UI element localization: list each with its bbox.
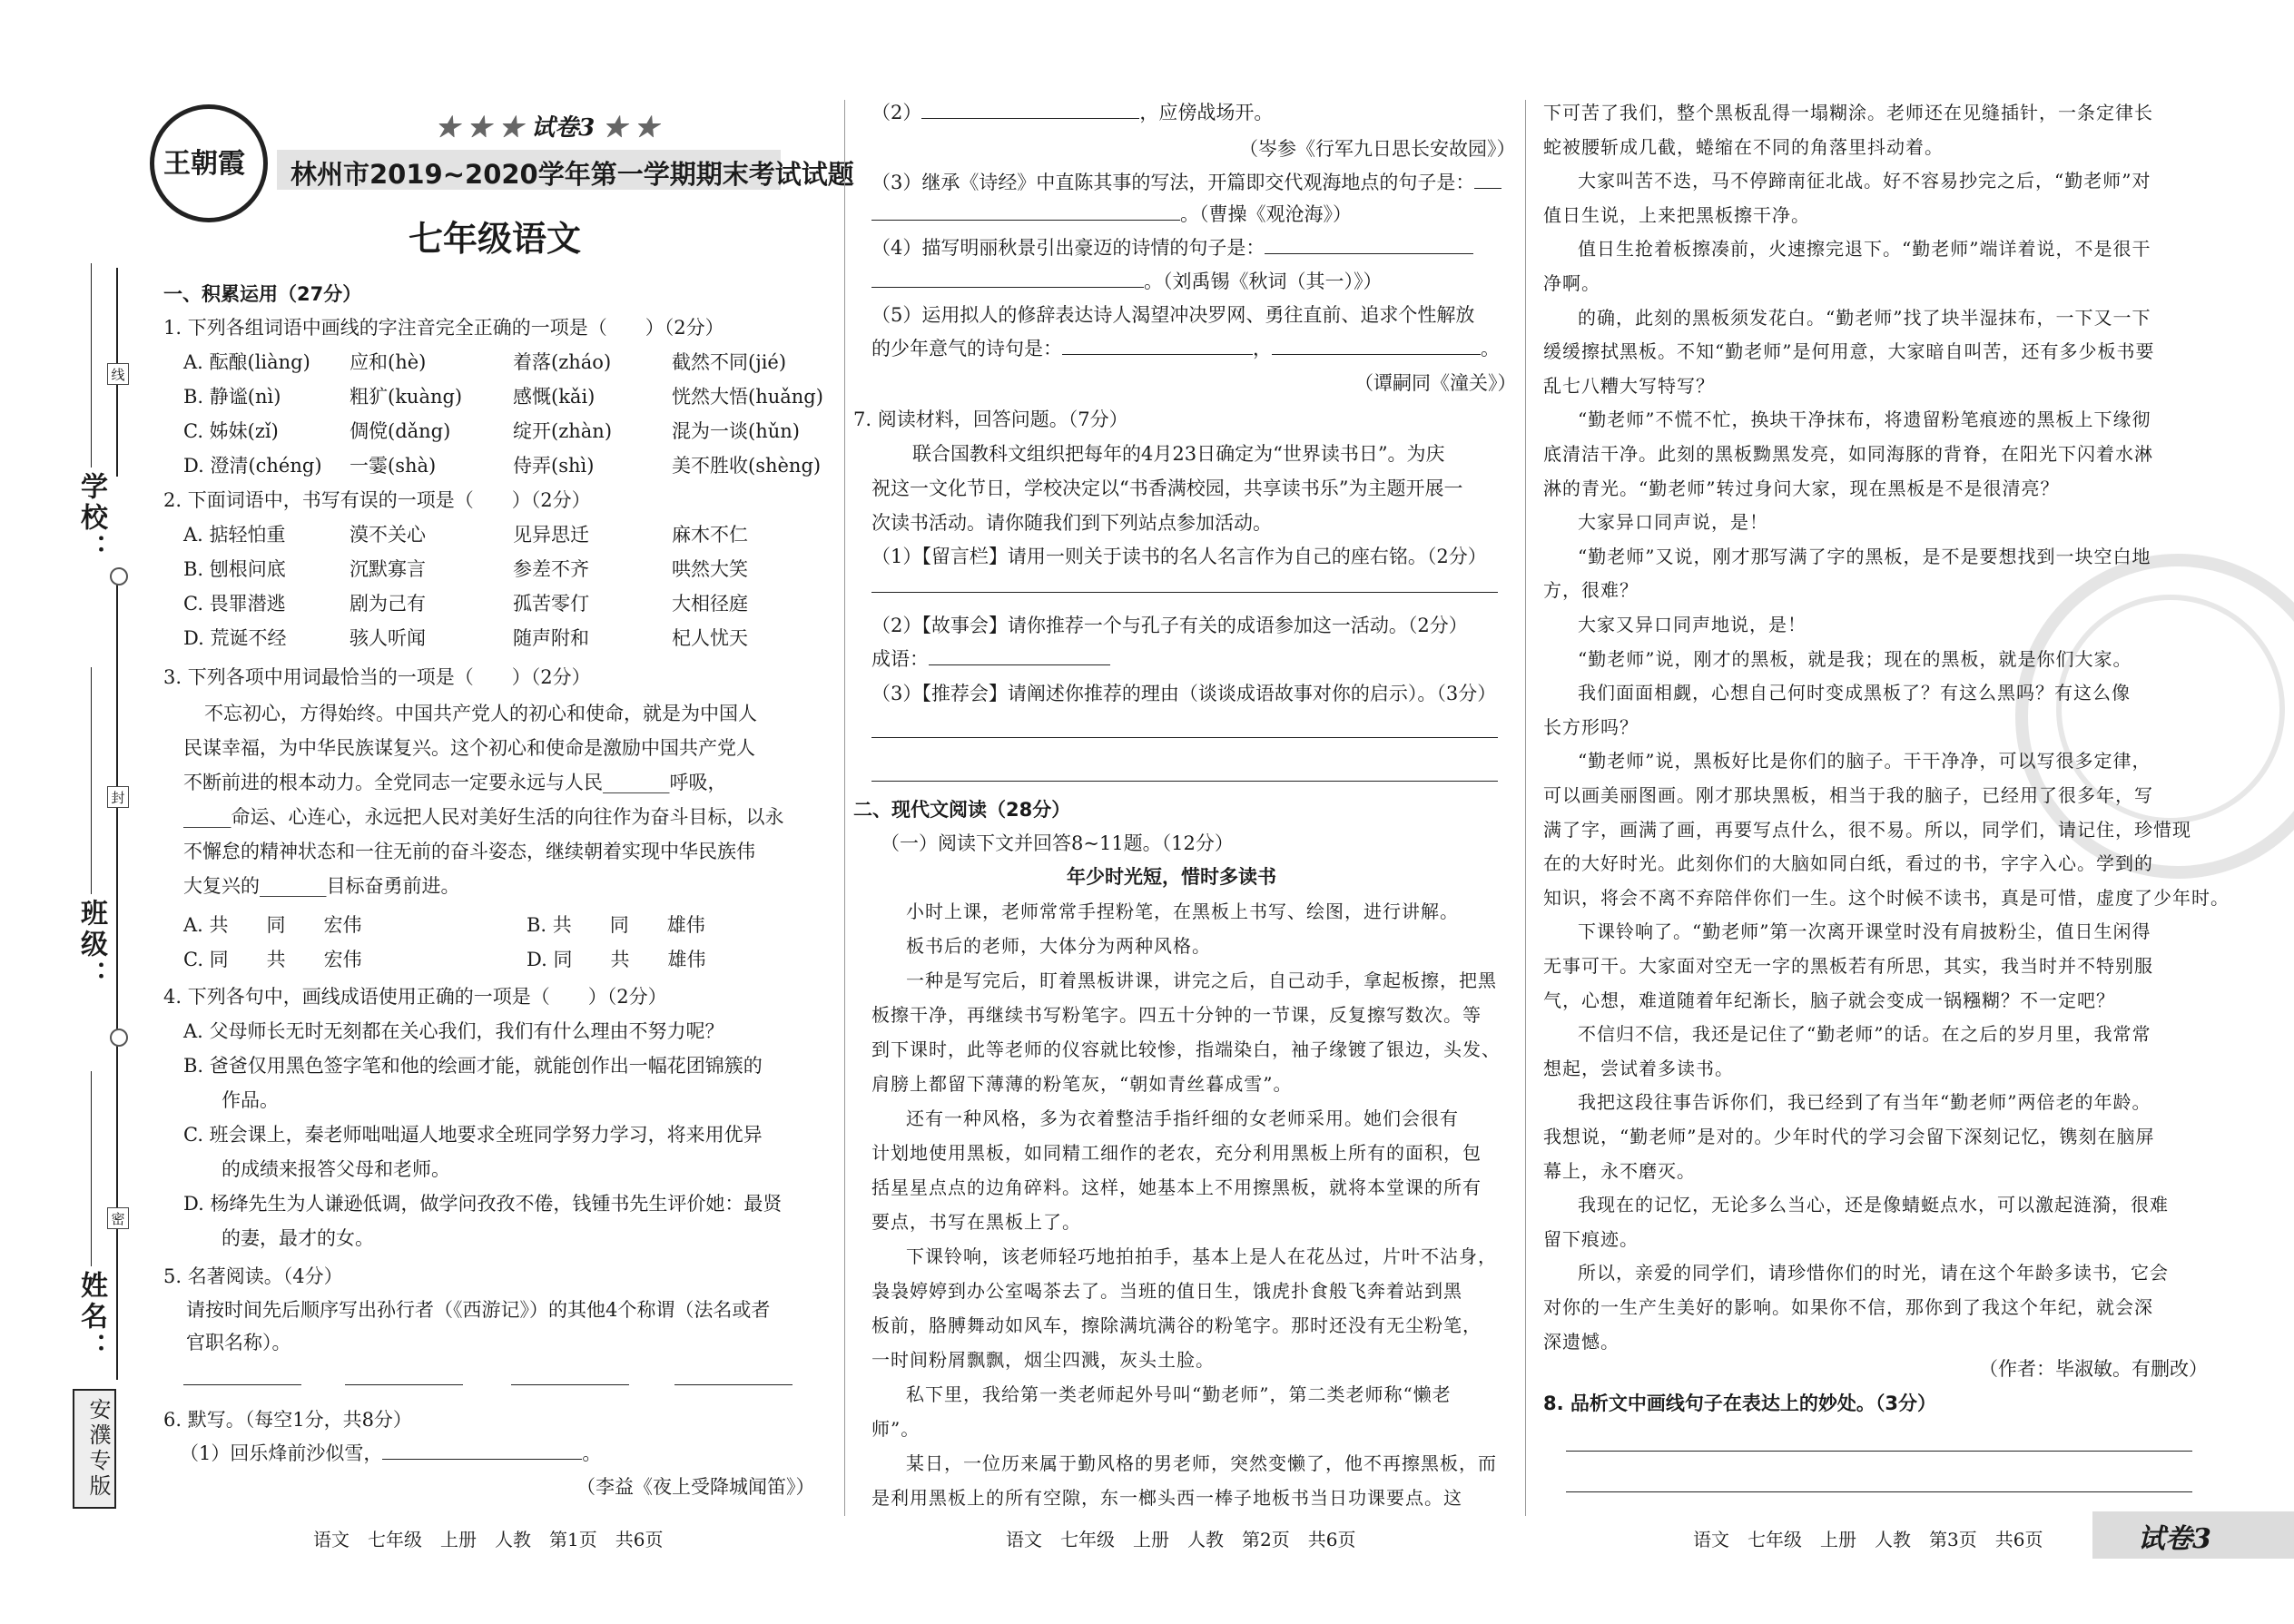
option-cell: A. 共 同 宏伟 (183, 914, 362, 936)
option-cell: 沉默寡言 (350, 558, 426, 580)
q5-stem: 5. 名著阅读。（4分） (163, 1265, 343, 1287)
article-line: 一时间粉屑飘飘，烟尘四溅，灰头土脸。 (871, 1349, 1215, 1371)
option-line: 的成绩来报答父母和老师。 (183, 1158, 450, 1180)
seal-mark-line: 线 (107, 363, 129, 385)
edition-label: 安濮专版 (73, 1389, 116, 1509)
option-cell: C. 姊妹(zǐ) (183, 420, 279, 442)
paper-tag: ★ ★ ★ 试卷3 ★ ★ (436, 114, 659, 142)
school-label: 学校： (75, 472, 107, 565)
option-cell: 美不胜收(shèng) (672, 455, 822, 477)
article-line: 值日生抢着板擦凑前，火速擦完退下。“勤老师”端详着说，不是很干 (1578, 238, 2151, 261)
option-cell: 着落(zháo) (513, 351, 612, 373)
article-line: 下可苦了我们，整个黑板乱得一塌糊涂。老师还在见缝插针，一条定律长 (1543, 102, 2153, 123)
q7-2-answer: 成语： (871, 645, 1110, 672)
q3-stem: 3. 下列各项中用词最恰当的一项是（ ）（2分） (163, 666, 591, 688)
option-cell: 混为一谈(hǔn) (672, 420, 800, 442)
exam-title: 林州市2019~2020学年第一学期期末考试试题 (290, 159, 854, 190)
material-line: 次读书活动。请你随我们到下列站点参加活动。 (871, 512, 1272, 534)
q6-1-source: （李益《夜上受降城闻笛》） (576, 1476, 815, 1498)
q5-instruction: 请按时间先后顺序写出孙行者（《西游记》）的其他4个称谓（法名或者 (186, 1299, 771, 1321)
q6-2: （2） ，应傍战场开。 (871, 102, 1274, 123)
article-line: 某日，一位历来属于勤风格的男老师，突然变懒了，他不再擦黑板，而 (906, 1452, 1497, 1474)
article-line: “勤老师”又说，刚才那写满了字的黑板，是不是要想找到一块空白地 (1578, 545, 2151, 567)
article-line: 计划地使用黑板，如同精工细作的老农，充分利用黑板上所有的面积，包 (871, 1142, 1482, 1164)
article-line: 我们面面相觑，心想自己何时变成黑板了？有这么黑吗？有这么像 (1578, 682, 2131, 704)
article-line: 值日生说，上来把黑板擦干净。 (1543, 203, 1810, 226)
seal-mark-secret: 密 (107, 1207, 129, 1229)
option-cell: D. 澄清(chéng) (183, 455, 322, 477)
option-cell: 随声附和 (513, 627, 589, 649)
article-line: 满了字，画满了画，再要写点什么，很不易。所以，同学们，请记住，珍惜现 (1543, 818, 2191, 841)
page-footer-3: 语文 七年级 上册 人教 第3页 共6页 (1693, 1529, 2043, 1550)
article-line: 大家又异口同声地说，是！ (1578, 614, 1807, 635)
option-line: 的妻，最才的女。 (183, 1227, 374, 1249)
option-line: B. 爸爸仅用黑色签字笔和他的绘画才能，就能创作出一幅花团锦簇的 (183, 1055, 763, 1077)
article-line: 是利用黑板上的所有空隙，东一榔头西一棒子地板书当日功课要点。这 (871, 1487, 1462, 1509)
option-line: C. 班会课上，秦老师咄咄逼人地要求全班同学努力学习，将来用优异 (183, 1124, 763, 1146)
option-line: A. 父母师长无时无刻都在关心我们，我们有什么理由不努力呢？ (183, 1020, 724, 1042)
option-cell: 感慨(kǎi) (513, 386, 596, 408)
q7-2: （2）【故事会】请你推荐一个与孔子有关的成语参加这一活动。（2分） (871, 615, 1468, 636)
q6-3-line2: 。（曹操《观沧海》） (871, 200, 1352, 227)
publisher-logo-text: 王朝霞 (163, 148, 245, 180)
option-cell: 大相径庭 (672, 593, 748, 615)
article-line: 肩膀上都留下薄薄的粉笔灰，“朝如青丝暮成雪”。 (871, 1073, 1293, 1095)
article-line: 我想说，“勤老师”是对的。少年时代的学习会留下深刻记忆，镌刻在脑屏 (1543, 1126, 2155, 1147)
class-blank[interactable] (91, 667, 92, 894)
q5-instruction-cont: 官职名称）。 (186, 1332, 291, 1353)
q5-answer-blank[interactable] (511, 1384, 629, 1385)
option-cell: 倜傥(dǎng) (350, 420, 451, 442)
material-line: 联合国教科文组织把每年的4月23日确定为“世界读书日”。为庆 (912, 443, 1445, 465)
subject-title: 七年级语文 (409, 218, 582, 259)
q6-5-source: （谭嗣同《潼关》） (1354, 372, 1517, 394)
article-line: 板书后的老师，大体分为两种风格。 (906, 935, 1211, 957)
passage-line: 不忘初心，方得始终。中国共产党人的初心和使命，就是为中国人 (204, 703, 757, 724)
article-line: 私下里，我给第一类老师起外号叫“勤老师”，第二类老师称“懒老 (906, 1383, 1452, 1405)
column-divider (844, 100, 845, 1516)
option-line: D. 杨绛先生为人谦逊低调，做学问孜孜不倦，钱锺书先生评价她：最贤 (183, 1193, 783, 1215)
q6-1-blank[interactable] (382, 1459, 582, 1460)
passage-line: 民谋幸福，为中华民族谋复兴。这个初心和使命是激励中国共产党人 (183, 737, 755, 759)
article-line: 不信归不信，我还是记住了“勤老师”的话。在之后的岁月里，我常常 (1578, 1023, 2151, 1046)
article-line: 深遗憾。 (1543, 1330, 1620, 1353)
article-line: 我把这段往事告诉你们，我已经到了有当年“勤老师”两倍老的年龄。 (1578, 1091, 2151, 1114)
article-line: 长方形吗？ (1543, 715, 1639, 738)
article-line: 下课铃响，该老师轻巧地拍拍手，基本上是人在花丛过，片叶不沾身， (906, 1245, 1497, 1267)
subsection-1-heading: （一）阅读下文并回答8~11题。（12分） (881, 832, 1234, 854)
article-line: 蛇被腰斩成几截，蜷缩在不同的角落里抖动着。 (1543, 135, 1944, 158)
article-author: （作者：毕淑敏。有删改） (1979, 1358, 2208, 1380)
q6-3-blank[interactable] (871, 220, 1180, 221)
q4-stem: 4. 下列各句中，画线成语使用正确的一项是（ ）（2分） (163, 986, 667, 1008)
section-1-heading: 一、积累运用（27分） (163, 283, 362, 305)
article-line: 还有一种风格，多为衣着整洁手指纤细的女老师采用。她们会很有 (906, 1107, 1459, 1129)
article-line: 的确，此刻的黑板须发花白。“勤老师”找了块半湿抹布，一下又一下 (1578, 306, 2151, 329)
option-cell: 绽开(zhàn) (513, 420, 613, 442)
article-line: 括星星点点的边角碎料。这样，她基本上不用擦黑板，就将本堂课的所有 (871, 1176, 1482, 1198)
q5-answer-blank[interactable] (183, 1384, 301, 1385)
option-cell: A. 酝酿(liàng) (183, 351, 310, 373)
option-cell: D. 同 共 雄伟 (527, 949, 706, 970)
section-2-heading: 二、现代文阅读（28分） (853, 799, 1071, 821)
q7-1: （1）【留言栏】请用一则关于读书的名人名言作为自己的座右铭。（2分） (871, 546, 1487, 567)
q7-3: （3）【推荐会】请阐述你推荐的理由（谈谈成语故事对你的启示）。（3分） (871, 683, 1497, 704)
article-line: 底清洁干净。此刻的黑板黝黑发亮，如同海豚的背脊，在阳光下闪着水淋 (1543, 443, 2153, 465)
article-line: 在的大好时光。此刻你们的大脑如同白纸，看过的书，字字入心。学到的 (1543, 852, 2153, 875)
q6-stem: 6. 默写。（每空1分，共8分） (163, 1409, 412, 1431)
passage-line: 不断前进的根本动力。全党同志一定要永远与人民_______呼吸， (183, 772, 727, 793)
article-line: 淋的青光。“勤老师”转过身问大家，现在黑板是不是很清亮？ (1543, 477, 2060, 499)
corner-paper-tag: 试卷3 (2138, 1523, 2211, 1555)
option-cell: 孤苦零仃 (513, 593, 589, 615)
option-cell: D. 荒诞不经 (183, 627, 287, 649)
article-line: 气，心想，难道随着年纪渐长，脑子就会变成一锅糨糊？不一定吧？ (1543, 989, 2115, 1011)
option-cell: 应和(hè) (350, 351, 427, 373)
option-cell: B. 共 同 雄伟 (527, 914, 705, 936)
name-label: 姓名： (75, 1271, 107, 1363)
article-line: “勤老师”不慌不忙，换块干净抹布，将遗留粉笔痕迹的黑板上下缘彻 (1578, 408, 2151, 431)
option-cell: 参差不齐 (513, 558, 589, 580)
q7-1-answer-line[interactable] (871, 592, 1498, 593)
option-cell: C. 同 共 宏伟 (183, 949, 362, 970)
q5-answer-blank[interactable] (345, 1384, 463, 1385)
article-line: 知识，将会不离不弃陪伴你们一生。这个时候不读书，真是可惜，虚度了少年时。 (1543, 886, 2230, 909)
q6-5-blank[interactable] (1062, 354, 1253, 355)
article-line: “勤老师”说，刚才的黑板，就是我；现在的黑板，就是你们大家。 (1578, 647, 2132, 670)
class-label: 班级： (75, 899, 107, 991)
passage-line: 大复兴的_______目标奋勇前进。 (183, 875, 460, 897)
q7-3-answer-line[interactable] (871, 737, 1498, 738)
q1-stem: 1. 下列各组词语中画线的字注音完全正确的一项是（ ）（2分） (163, 317, 724, 339)
page-footer-1: 语文 七年级 上册 人教 第1页 共6页 (313, 1529, 664, 1550)
option-cell: 一霎(shà) (350, 455, 437, 477)
q6-5: （5）运用拟人的修辞表达诗人渴望冲决罗网、勇往直前、追求个性解放 (871, 304, 1475, 326)
passage-line: 不懈怠的精神状态和一往无前的奋斗姿态，继续朝着实现中华民族伟 (183, 841, 755, 862)
q6-4-blank[interactable] (871, 287, 1144, 288)
option-cell: B. 静谧(nì) (183, 386, 281, 408)
school-blank[interactable] (91, 263, 92, 468)
option-cell: 侍弄(shì) (513, 455, 595, 477)
article-line: 方，很难？ (1543, 579, 1639, 602)
q6-5-blank[interactable] (1272, 354, 1481, 355)
q6-2-blank[interactable] (921, 118, 1139, 119)
article-line: 想起，尝试着多读书。 (1543, 1057, 1734, 1079)
option-cell: A. 掂轻怕重 (183, 524, 286, 546)
q6-3: （3）继承《诗经》中直陈其事的写法，开篇即交代观海地点的句子是： (871, 168, 1501, 195)
option-cell: 见异思迁 (513, 524, 589, 546)
q6-1: （1）回乐烽前沙似雪， 。 (180, 1442, 602, 1464)
option-cell: C. 畏罪潜逃 (183, 593, 286, 615)
q7-stem: 7. 阅读材料，回答问题。（7分） (853, 408, 1128, 430)
option-line: 作品。 (183, 1089, 279, 1111)
q8-answer-line[interactable] (1566, 1491, 2192, 1492)
q6-2-source: （岑参《行军九日思长安故园》） (1239, 138, 1516, 160)
article-line: 留下痕迹。 (1543, 1227, 1639, 1250)
option-cell: 恍然大悟(huǎng) (672, 386, 823, 408)
q6-3-blank[interactable] (1474, 188, 1501, 189)
q8-answer-line[interactable] (1566, 1451, 2192, 1452)
q8-stem: 8. 品析文中画线句子在表达上的妙处。（3分） (1543, 1393, 1937, 1414)
option-cell: 截然不同(jié) (672, 351, 787, 373)
article-title: 年少时光短，惜时多读书 (1067, 866, 1276, 888)
article-line: 师”。 (871, 1418, 921, 1440)
article-line: 大家异口同声说，是！ (1578, 511, 1768, 534)
article-line: 板擦干净，再继续书写粉笔字。四五十分钟的一节课，反复擦写数次。等 (871, 1004, 1482, 1026)
material-line: 祝这一文化节日，学校决定以“书香满校园，共享读书乐”为主题开展一 (871, 477, 1463, 499)
article-line: 大家叫苦不迭，马不停蹄南征北战。好不容易抄完之后，“勤老师”对 (1578, 170, 2151, 192)
article-line: 一种是写完后，盯着黑板讲课，讲完之后，自己动手，拿起板擦，把黑 (906, 969, 1497, 991)
q2-stem: 2. 下面词语中，书写有误的一项是（ ）（2分） (163, 489, 591, 511)
article-line: 小时上课，老师常常手捏粉笔，在黑板上书写、绘图，进行讲解。 (906, 901, 1459, 922)
passage-line: _____命运、心连心，永远把人民对美好生活的向往作为奋斗目标，以永 (183, 806, 784, 828)
article-line: 净啊。 (1543, 272, 1600, 294)
article-line: 板前，胳膊舞动如风车，擦除满坑满谷的粉笔字。那时还没有无尘粉笔， (871, 1314, 1482, 1336)
option-cell: 麻木不仁 (672, 524, 748, 546)
article-line: “勤老师”说，黑板好比是你们的脑子。干干净净，可以写很多定律， (1578, 750, 2151, 773)
option-cell: 哄然大笑 (672, 558, 748, 580)
article-line: 对你的一生产生美好的影响。如果你不信，那你到了我这个年纪，就会深 (1543, 1296, 2153, 1318)
option-cell: 粗犷(kuàng) (350, 386, 463, 408)
article-line: 所以，亲爱的同学们，请珍惜你们的时光，请在这个年龄多读书，它会 (1578, 1262, 2169, 1284)
page-footer-2: 语文 七年级 上册 人教 第2页 共6页 (1006, 1529, 1356, 1550)
article-line: 无事可干。大家面对空无一字的黑板若有所思，其实，我当时并不特别服 (1543, 955, 2153, 977)
article-line: 要点，书写在黑板上了。 (871, 1211, 1081, 1233)
option-cell: B. 刨根问底 (183, 558, 286, 580)
q6-4-blank[interactable] (1265, 253, 1473, 254)
seal-mark-seal: 封 (107, 786, 129, 808)
q7-3-answer-line[interactable] (871, 781, 1498, 782)
option-cell: 骇人听闻 (350, 627, 426, 649)
option-cell: 漠不关心 (350, 524, 426, 546)
binding-hole (110, 567, 128, 586)
binding-hole (110, 1029, 128, 1047)
article-line: 袅袅婷婷到办公室喝茶去了。当班的值日生，饿虎扑食般飞奔着站到黑 (871, 1280, 1462, 1302)
article-line: 可以画美丽图画。刚才那块黑板，相当于我的脑子，已经用了很多年，写 (1543, 784, 2153, 806)
binding-margin (0, 0, 154, 1624)
q6-4-line2: 。（刘禹锡《秋词（其一）》） (871, 267, 1383, 294)
column-divider (1525, 100, 1526, 1516)
name-blank[interactable] (91, 1071, 92, 1266)
q7-2-blank[interactable] (929, 664, 1110, 665)
article-line: 我现在的记忆，无论多么当心，还是像蜻蜓点水，可以激起涟漪，很难 (1578, 1194, 2169, 1216)
binding-line (116, 581, 118, 1071)
q6-5-line2: 的少年意气的诗句是： ， 。 (871, 338, 1500, 359)
article-line: 下课铃响了。“勤老师”第一次离开课堂时没有肩披粉尘，值日生闲得 (1578, 920, 2151, 943)
option-cell: 杞人忧天 (672, 627, 748, 649)
article-line: 缓缓擦拭黑板。不知“勤老师”是何用意，大家暗自叫苦，还有多少板书要 (1543, 340, 2155, 363)
q5-answer-blank[interactable] (674, 1384, 793, 1385)
option-cell: 剧为己有 (350, 593, 426, 615)
q6-4: （4）描写明丽秋景引出豪迈的诗情的句子是： (871, 233, 1473, 261)
article-line: 乱七八糟大写特写？ (1543, 374, 1715, 397)
article-line: 幕上，永不磨灭。 (1543, 1159, 1696, 1182)
article-line: 到下课时，此等老师的仪容就比较惨，指端染白，袖子缘镀了银边，头发、 (871, 1038, 1501, 1060)
